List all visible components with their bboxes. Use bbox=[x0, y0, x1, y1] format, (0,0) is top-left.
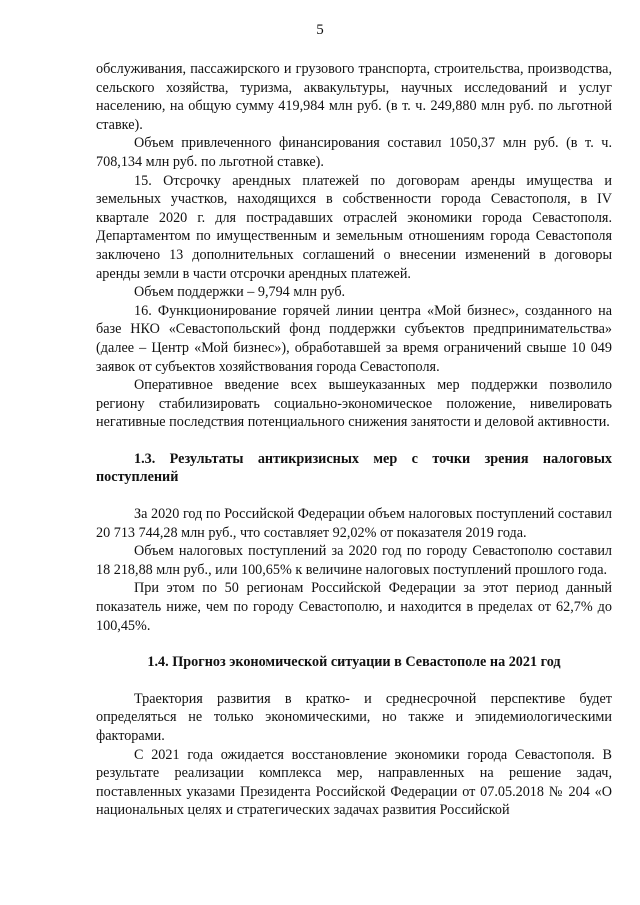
document-body bbox=[96, 60, 612, 820]
paragraph: Объем налоговых поступлений за 2020 год по городу Севастополю составил 18 218,88 млн руб., или 100,65% к величине налоговых поступлений прошлого года. bbox=[96, 543, 612, 578]
paragraph: Траектория развития в кратко- и среднесрочной перспективе будет определяться не только экономическими, но также и эпидемиологическими факторами. bbox=[96, 690, 612, 744]
paragraph: 15. Отсрочку арендных платежей по договорам аренды имущества и земельных участков, находящихся в собственности города Севастополя, в IV квартале 2020 г. для пострадавших отраслей экономики города Севастополя. Департаментом по имущественным и земельным отношениям города Севастополя заключено 13 дополнительных соглашений о внесении изменений в договоры аренды земли в части отсрочки арендных платежей. bbox=[96, 172, 612, 282]
paragraph: За 2020 год по Российской Федерации объем налоговых поступлений составил 20 713 744,28 млн руб., что составляет 92,02% от показателя 2019 года. bbox=[96, 506, 612, 541]
spacer bbox=[96, 487, 612, 505]
spacer bbox=[96, 635, 612, 653]
paragraph: С 2021 года ожидается восстановление экономики города Севастополя. В результате реализации комплекса мер, направленных на решение задач, поставленных указами Президента Российской Федерации от 07.05.2018 № 204 «О национальных целях и стратегических задачах развития Российской bbox=[96, 746, 612, 819]
page-number: 5 bbox=[316, 22, 324, 38]
paragraph: Оперативное введение всех вышеуказанных мер поддержки позволило региону стабилизировать социально-экономическое положение, нивелировать негативные последствия потенциального снижения занятости и деловой активности. bbox=[96, 377, 612, 431]
spacer bbox=[96, 432, 612, 450]
paragraph: Объем поддержки – 9,794 млн руб. bbox=[134, 284, 346, 301]
paragraph: обслуживания, пассажирского и грузового транспорта, строительства, производства, сельского хозяйства, туризма, аквакультуры, научных исследований и услуг населению, на общую сумму 419,984 млн руб. (в т. ч. 249,880 млн руб. по льготной ставке). bbox=[96, 61, 612, 133]
paragraph: Объем привлеченного финансирования составил 1050,37 млн руб. (в т. ч. 708,134 млн руб. по льготной ставке). bbox=[96, 135, 612, 170]
section-heading-1-4: 1.4. Прогноз экономической ситуации в Севастополе на 2021 год bbox=[147, 654, 561, 671]
paragraph: При этом по 50 регионам Российской Федерации за этот период данный показатель ниже, чем по городу Севастополю, и находится в пределах от 62,7% до 100,45%. bbox=[96, 580, 612, 634]
paragraph: 16. Функционирование горячей линии центра «Мой бизнес», созданного на базе НКО «Севастопольский фонд поддержки субъектов предпринимательства» (далее – Центр «Мой бизнес»), обработавшей за время ограничений свыше 10 049 заявок от субъектов хозяйствования города Севастополя. bbox=[96, 302, 612, 375]
section-heading-1-3: 1.3. Результаты антикризисных мер с точки зрения налоговых поступлений bbox=[96, 450, 612, 486]
spacer bbox=[96, 672, 612, 690]
